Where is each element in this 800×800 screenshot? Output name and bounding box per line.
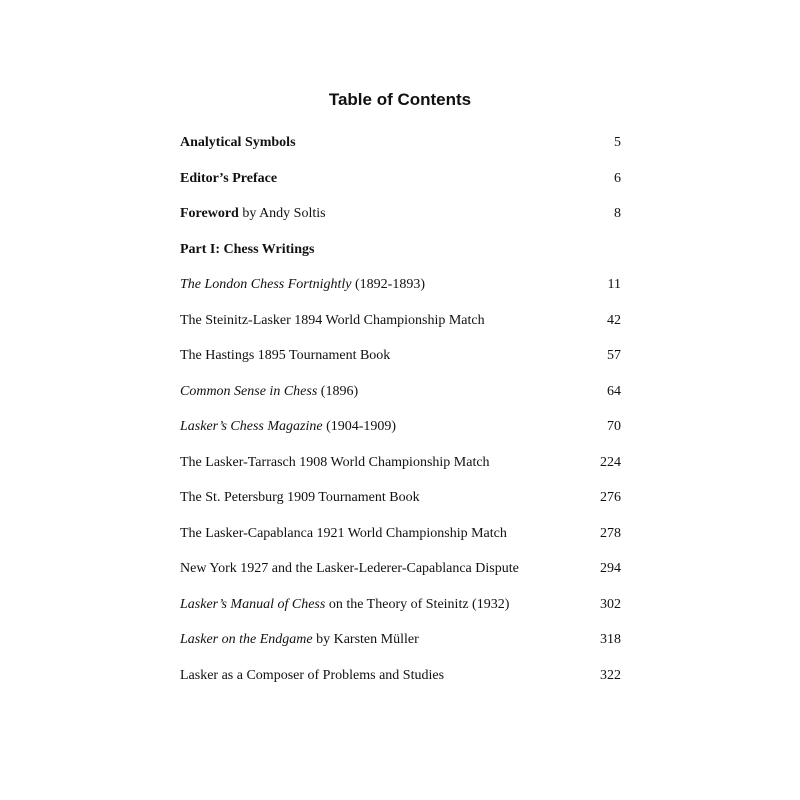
toc-entry-title	[180, 524, 507, 544]
toc-entry-title	[180, 559, 519, 579]
toc-entry-page-number: 42	[607, 312, 621, 328]
toc-entry-page-number: 5	[614, 135, 621, 150]
toc-entry-title-part: (1892-1893)	[351, 277, 426, 292]
toc-entry-title-part: Analytical Symbols	[180, 135, 296, 150]
toc-entry-title-part: Part I: Chess Writings	[180, 241, 315, 257]
toc-entry-title	[180, 382, 358, 402]
toc-entry-page-number: 11	[607, 277, 621, 292]
toc-entry-page-number: 276	[600, 490, 621, 505]
toc-entry	[180, 169, 621, 205]
toc-entry-page-number: 70	[607, 419, 621, 434]
toc-entry-title	[180, 630, 419, 650]
toc-entry-page-number: 318	[600, 632, 621, 647]
toc-entry-title-part: Lasker as a Composer of Problems and Studies	[180, 667, 445, 683]
toc-entry-title	[180, 488, 420, 508]
toc-entry-title	[180, 240, 314, 260]
toc-entry-title-part: The St. Petersburg 1909 Tournament Book	[180, 490, 420, 505]
toc-entry-title-part: Editor’s Preface	[180, 170, 278, 186]
toc-entry-title-part: Foreword	[180, 206, 239, 221]
toc-entry-page-number: 322	[600, 667, 621, 683]
toc-entry-title-part: New York 1927 and the Lasker-Lederer-Capablanca Dispute	[180, 561, 519, 576]
toc-entry-title-part: by Andy Soltis	[238, 206, 326, 221]
toc-entry	[180, 595, 621, 631]
toc-entry	[180, 559, 621, 595]
toc-entry-title-part: by Karsten Müller	[312, 632, 419, 647]
toc-entry-page-number: 294	[600, 561, 621, 576]
toc-entry-title-part: (1904-1909)	[322, 419, 397, 434]
toc-entry-page-number: 64	[607, 383, 621, 399]
toc-entry-page-number: 57	[607, 348, 621, 363]
toc-entry-title	[180, 417, 396, 437]
toc-entry	[180, 630, 621, 666]
toc-entry-title-part: Lasker’s Chess Magazine	[180, 419, 323, 434]
toc-entry-page-number: 8	[614, 206, 621, 221]
toc-entry	[180, 204, 621, 240]
toc-entry-title	[180, 311, 485, 331]
toc-entry-title	[180, 275, 425, 295]
toc-entry	[180, 666, 621, 702]
toc-entry	[180, 133, 621, 169]
toc-entry	[180, 275, 621, 311]
toc-entry	[180, 240, 621, 276]
toc-entry-title	[180, 346, 390, 366]
toc-entry-title-part: The London Chess Fortnightly	[180, 277, 352, 292]
table-of-contents	[180, 133, 621, 701]
toc-entry-page-number: 6	[614, 170, 621, 186]
toc-entry-title	[180, 666, 444, 686]
toc-entry	[180, 524, 621, 560]
toc-entry-page-number: 224	[600, 454, 621, 470]
toc-entry	[180, 382, 621, 418]
toc-entry-title	[180, 204, 326, 224]
page-title: Table of Contents	[328, 90, 472, 109]
toc-entry	[180, 417, 621, 453]
toc-entry	[180, 346, 621, 382]
toc-entry-title-part: The Lasker-Capablanca 1921 World Championship Match	[180, 525, 507, 541]
toc-entry-title-part: The Steinitz-Lasker 1894 World Championship Match	[180, 312, 485, 328]
toc-entry-title	[180, 453, 490, 473]
toc-entry-page-number: 302	[600, 596, 621, 612]
toc-entry	[180, 453, 621, 489]
toc-entry-title-part: Lasker’s Manual of Chess	[180, 596, 326, 612]
toc-entry-title	[180, 133, 296, 153]
toc-entry-page-number: 278	[600, 525, 621, 541]
toc-entry	[180, 311, 621, 347]
toc-entry-title-part: (1896)	[317, 383, 359, 399]
toc-entry-title-part: Common Sense in Chess	[180, 383, 318, 399]
toc-entry-title-part: The Hastings 1895 Tournament Book	[180, 348, 391, 363]
toc-entry-title-part: The Lasker-Tarrasch 1908 World Championship Match	[180, 454, 490, 470]
toc-entry-title-part: on the Theory of Steinitz (1932)	[325, 596, 510, 612]
toc-entry-title	[180, 595, 509, 615]
toc-entry	[180, 488, 621, 524]
toc-entry-title	[180, 169, 277, 189]
toc-entry-title-part: Lasker on the Endgame	[180, 632, 313, 647]
